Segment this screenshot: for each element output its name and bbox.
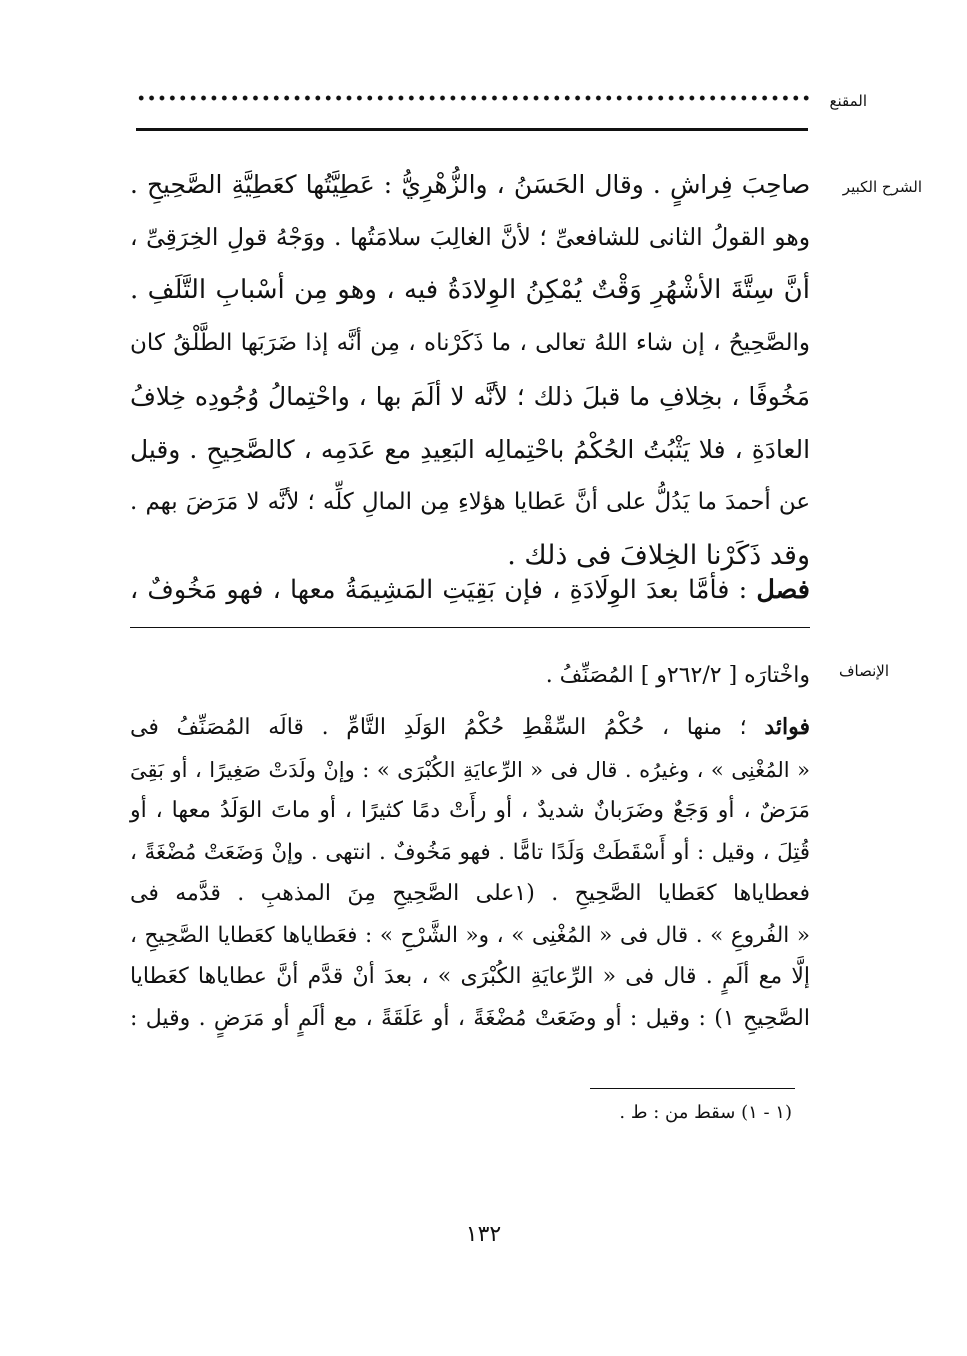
insaf-line: « المُغْنِى » ، وغيرُه . قال فى « الرِّعايَةِ الكُبْرَى » : وإنْ ولَدَتْ صَغِيرًا ، أو بَقِىَ bbox=[130, 756, 810, 782]
fasl-heading: فصل bbox=[756, 575, 810, 605]
sharh-line: صاحِبَ فِراشٍ . وقال الحَسَنُ ، والزُّهْرِيُّ : عَطِيَّتُها كعَطِيَّةِ الصَّحِيحِ . bbox=[130, 170, 810, 199]
insaf-line: قُتِلَ ، وقيل : أو أَسْقَطَتْ وَلَدًا تامًّا . فهو مَخُوفٌ . انتهى . وإنْ وَضَعَتْ مُضْغَةً ، bbox=[130, 839, 810, 865]
insaf-first-line bbox=[130, 656, 810, 696]
insaf-line: الصَّحِيحِ ١) : وقيل : أو وضَعَتْ مُضْغَةً ، أو عَلَقَةً ، مع ألَمٍ أو مَرَضٍ . وقيل : bbox=[130, 1005, 810, 1031]
section-label-insaf: الإنصاف bbox=[838, 662, 889, 680]
sharh-line: وقد ذَكَرْنا الخِلافَ فى ذلك . bbox=[507, 540, 810, 571]
header-title-muqni: المقنع bbox=[829, 92, 867, 110]
sharh-text-block bbox=[130, 158, 810, 582]
insaf-line bbox=[130, 707, 810, 749]
section-label-sharh: الشرح الكبير bbox=[842, 178, 922, 196]
insaf-line: « الفُروعِ » . قال فى « المُغْنِى » ، و« الشَّرْحِ » : فعَطاياها كعَطايا الصَّحِيحِ ، bbox=[130, 922, 810, 948]
insaf-text-block bbox=[130, 707, 810, 1039]
sharh-line: والصَّحِيحُ ، إن شاء اللهُ تعالى ، ما ذَكَرْناه ، مِن أنَّه إذا ضَرَبَها الطَّلْقُ كان bbox=[130, 330, 810, 356]
sharh-line: عن أحمدَ ما يَدُلُّ على أنَّ عَطايا هؤلاءِ مِن المالِ كلِّه ؛ لأنَّه لا مَرَضَ بهم . bbox=[130, 489, 810, 515]
fasl-paragraph bbox=[130, 568, 810, 612]
sharh-line: العادَةِ ، فلا يَثْبُتُ الحُكْمُ باحْتِمالِه البَعِيدِ مع عَدَمِه ، كالصَّحِيحِ . وقيل bbox=[130, 435, 810, 464]
section-divider bbox=[130, 627, 810, 628]
fasl-line bbox=[130, 568, 810, 612]
header-rule bbox=[136, 128, 808, 131]
footnote-rule bbox=[590, 1088, 795, 1089]
fawaid-heading: فوائد bbox=[764, 714, 810, 740]
insaf-line: فعطاياها كعَطايا الصَّحِيحِ . (١على الصَّحِيحِ مِنَ المذهبِ . قدَّمه فى bbox=[130, 881, 810, 906]
insaf-line: إلَّا مع ألَمٍ . قال فى « الرِّعايَةِ الكُبْرَى » ، بعدَ أنْ قدَّم أنَّ عطاياها كعَطايا bbox=[130, 964, 810, 989]
insaf-line-text: ؛ منها ، حُكْمُ السِّقْطِ حُكْمُ الوَلَدِ التَّامِّ . قالَه المُصَنِّفُ فى bbox=[130, 715, 747, 740]
sharh-line: مَخُوفًا ، بخِلافِ ما قبلَ ذلك ؛ لأنَّه لا ألَمَ بها ، واحْتِمالُ وُجُودِه خِلافُ bbox=[130, 382, 810, 411]
insaf-line: واخْتارَه [ ٢٦٢/٢و ] المُصَنِّفُ . bbox=[545, 663, 810, 688]
fasl-text: : فأمَّا بعدَ الوِلَادَةِ ، فإن بَقِيَتِ المَشِيمَةُ معها ، فهو مَخُوفٌ ، bbox=[130, 575, 748, 605]
dotted-separator bbox=[136, 88, 811, 108]
insaf-line: مَرَضٌ ، أو وَجَعٌ وضَرَبانٌ شديدٌ ، أو رأَتْ دمًا كثيرًا ، أو ماتَ الوَلَدُ معها ، أو bbox=[130, 798, 810, 823]
page-number: ١٣٢ bbox=[465, 1222, 502, 1247]
sharh-line: وهو القولُ الثانى للشافعىِّ ؛ لأنَّ الغالِبَ سلامَتُها . ووَجْهُ قولِ الخِرَقِىِّ ، bbox=[130, 223, 810, 251]
sharh-line: أنَّ سِتَّةَ الأشْهُرِ وَقْتٌ يُمْكِنُ الوِلادَةُ فيه ، وهو مِن أسْبابِ التَّلَفِ . bbox=[130, 275, 810, 305]
footnote: (١ - ١) سقط من : ط . bbox=[619, 1102, 792, 1123]
